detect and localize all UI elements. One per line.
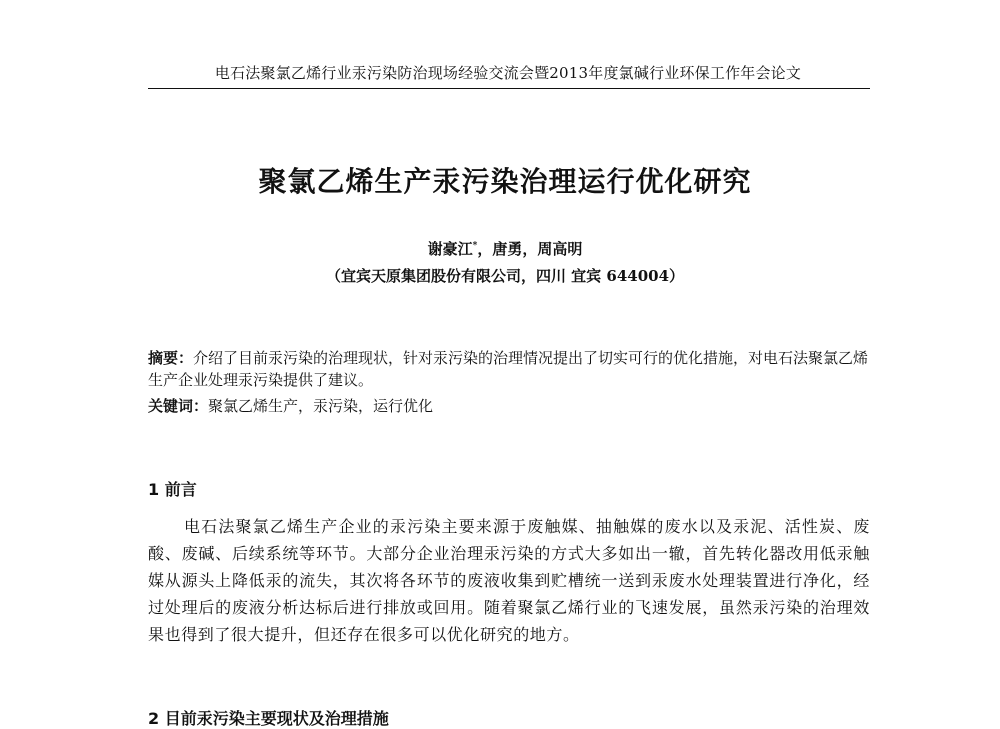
section-heading-introduction: 1 前言 xyxy=(148,480,197,499)
section-heading-current-status: 2 目前汞污染主要现状及治理措施 xyxy=(148,709,389,728)
affiliation: （宜宾天原集团股份有限公司，四川 宜宾 644004） xyxy=(325,267,685,285)
keywords xyxy=(148,395,873,417)
keywords-label: 关键词： xyxy=(148,397,209,415)
running-header: 电石法聚氯乙烯行业汞污染防治现场经验交流会暨2013年度氯碱行业环保工作年会论文 xyxy=(214,64,802,82)
abstract-text: 介绍了目前汞污染的治理现状，针对汞污染的治理情况提出了切实可行的优化措施，对电石法聚氯乙烯生产企业处理汞污染提供了建议。 xyxy=(148,349,869,389)
paper-title: 聚氯乙烯生产汞污染治理运行优化研究 xyxy=(258,165,752,198)
abstract-label: 摘要： xyxy=(148,349,194,367)
author-names-rest: ，唐勇，周高明 xyxy=(477,240,583,258)
author-line xyxy=(0,238,1000,259)
corresponding-author-mark: * xyxy=(472,241,478,251)
header-rule xyxy=(148,88,870,89)
author-name-primary: 谢豪江 xyxy=(427,240,473,258)
section-body-introduction: 电石法聚氯乙烯生产企业的汞污染主要来源于废触媒、抽触媒的废水以及汞泥、活性炭、废酸、废碱、后续系统等环节。大部分企业治理汞污染的方式大多如出一辙，首先转化器改用低汞触媒从源头上降低汞的流失，其次将各环节的废液收集到贮槽统一送到汞废水处理装置进行净化，经过处理后的废液分析达标后进行排放或回用。随着聚氯乙烯行业的飞速发展，虽然汞污染的治理效果也得到了很大提升，但还存在很多可以优化研究的地方。 xyxy=(148,517,870,644)
abstract xyxy=(148,347,873,391)
keywords-text: 聚氯乙烯生产，汞污染，运行优化 xyxy=(208,397,434,415)
